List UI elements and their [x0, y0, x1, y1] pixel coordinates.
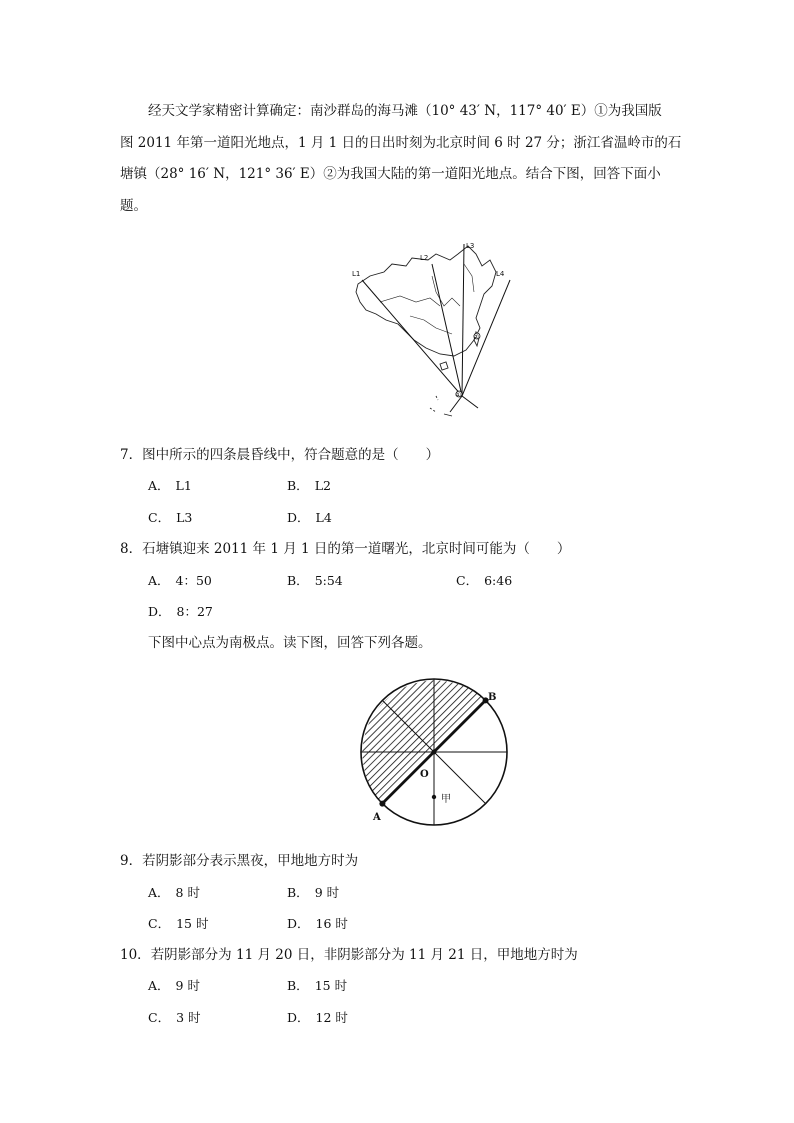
line-l4 [462, 280, 510, 396]
q7-stem [120, 446, 439, 464]
q10-stem [120, 946, 578, 964]
q9-option-b[interactable]: B． 9 时 [287, 885, 340, 900]
q10-option-c[interactable]: C． 3 时 [148, 1010, 201, 1025]
q8-number: 8． [120, 541, 143, 557]
label-a: A [373, 812, 381, 823]
q9-text: 若阴影部分表示黑夜，甲地地方时为 [142, 853, 359, 869]
intro-line-3: 塘镇（28° 16′ N，121° 36′ E）②为我国大陆的第一道阳光地点。结合下图，回答下面小 [120, 166, 661, 182]
q9-option-a[interactable]: A． 8 时 [148, 885, 200, 900]
polar-figure [340, 660, 540, 840]
q10-option-b[interactable]: B． 15 时 [287, 978, 348, 993]
q8-option-b[interactable]: B． 5:54 [287, 573, 343, 588]
label-l4: L4 [496, 270, 505, 278]
q8-text: 石塘镇迎来 2011 年 1 月 1 日的第一道曙光，北京时间可能为（ ） [142, 541, 571, 557]
q9-option-c[interactable]: C． 15 时 [148, 916, 209, 931]
intro-line-2: 图 2011 年第一道阳光地点，1 月 1 日的日出时刻为北京时间 6 时 27 分；浙江省温岭市的石 [120, 135, 682, 151]
label-o: O [420, 769, 429, 780]
q9-option-d[interactable]: D． 16 时 [287, 916, 348, 931]
q7-number: 7． [120, 447, 143, 463]
label-l1: L1 [352, 270, 361, 278]
q8-stem [120, 540, 570, 558]
label-l2: L2 [420, 254, 429, 262]
line-l1 [362, 280, 462, 396]
line-l2 [432, 264, 462, 396]
q7-text: 图中所示的四条晨昏线中，符合题意的是（ ） [142, 447, 440, 463]
q9-stem [120, 852, 358, 870]
marker-2: ② [473, 333, 480, 341]
q7-option-c[interactable]: C． L3 [148, 510, 193, 525]
q10-number: 10． [120, 947, 151, 963]
q7-option-b[interactable]: B． L2 [287, 478, 331, 493]
q8-option-c[interactable]: C． 6:46 [456, 573, 513, 588]
q7-option-a[interactable]: A． L1 [148, 478, 192, 493]
q10-option-a[interactable]: A． 9 时 [148, 978, 200, 993]
q8-option-a[interactable]: A． 4：50 [148, 573, 212, 588]
section2-intro: 下图中心点为南极点。读下图，回答下列各题。 [148, 635, 432, 651]
china-map-figure [340, 236, 540, 426]
intro-line-4: 题。 [120, 198, 147, 214]
q7-option-d[interactable]: D． L4 [287, 510, 332, 525]
label-jia: 甲 [441, 794, 451, 805]
line-l3 [462, 244, 464, 396]
label-l3: L3 [466, 242, 475, 250]
intro-line-1: 经天文学家精密计算确定：南沙群岛的海马滩（10° 43′ N，117° 40′ E）①为我国版 [148, 103, 662, 119]
marker-1: ① [455, 391, 462, 399]
label-b: B [488, 692, 497, 703]
q8-option-d[interactable]: D． 8：27 [148, 604, 213, 619]
q10-option-d[interactable]: D． 12 时 [287, 1010, 348, 1025]
q9-number: 9． [120, 853, 143, 869]
q10-text: 若阴影部分为 11 月 20 日，非阴影部分为 11 月 21 日，甲地地方时为 [150, 947, 578, 963]
